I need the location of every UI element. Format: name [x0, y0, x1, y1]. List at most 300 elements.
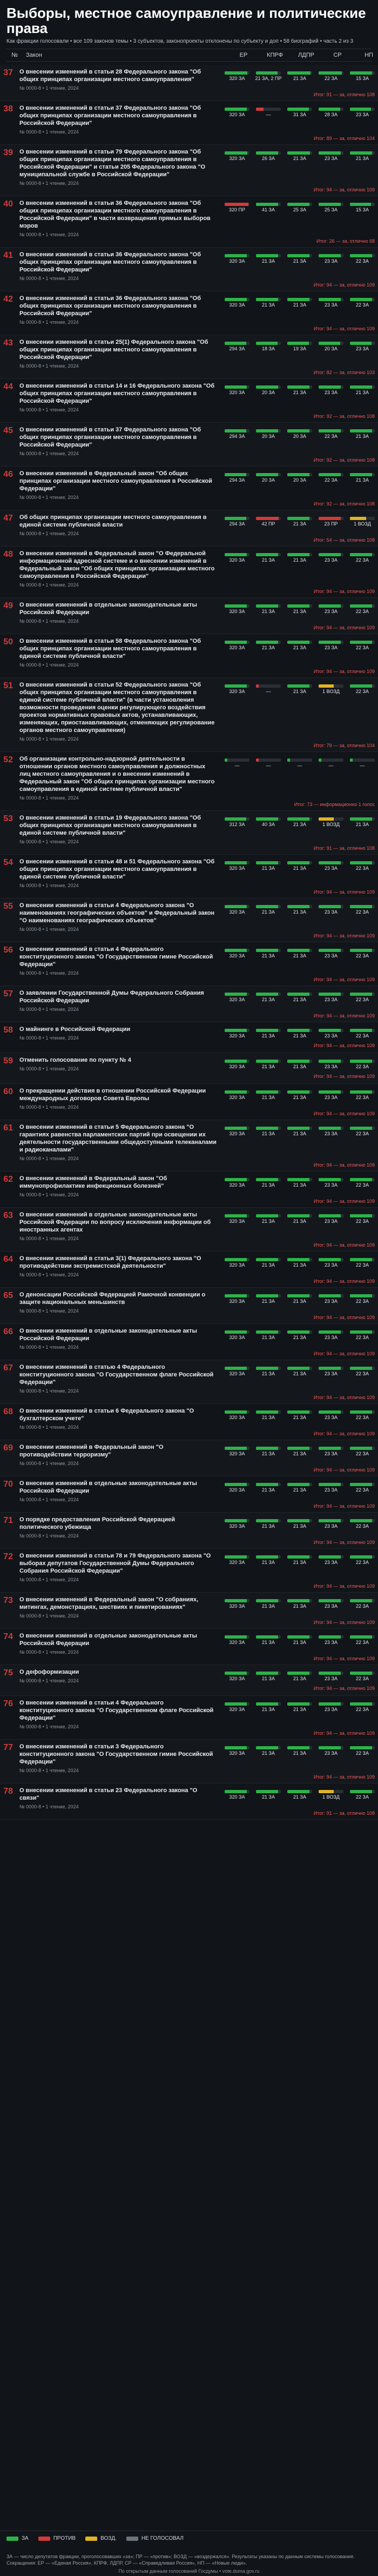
vote-kprf [253, 338, 284, 352]
vote-bar-sr [319, 1090, 343, 1094]
vote-label-ldpr: 21 ЗА [293, 1182, 306, 1188]
vote-bar-kprf [256, 473, 281, 476]
vote-label-ldpr: 21 ЗА [293, 76, 306, 81]
law-result-note: Итог: 94 — за, отлично 109 [313, 1540, 375, 1545]
vote-sr [315, 1552, 347, 1566]
law-meta: № 0000-8 • 1 чтение, 2024 [19, 495, 79, 500]
column-law: Закон [26, 52, 42, 58]
vote-fill-kprf [256, 1367, 278, 1370]
law-row[interactable] [0, 898, 378, 942]
vote-bar-np [350, 1447, 375, 1450]
vote-label-er: 320 ЗА [229, 1095, 245, 1100]
vote-np [347, 1552, 378, 1566]
law-title[interactable]: О внесении изменений в статьи 23 Федерального закона "О связи" [19, 1787, 198, 1801]
law-title[interactable]: О порядке предоставления Российской Федерацией политического убежища [19, 1516, 176, 1530]
law-row[interactable] [0, 65, 378, 101]
vote-bar-kprf [256, 254, 281, 257]
vote-er [221, 989, 253, 1003]
law-title[interactable]: О внесении изменений в Федеральный закон "О Федеральной информационной адресной системе и о внесении изменений в Федеральный закон "Об общих принципах организации местного самоуправления в Российской Федерации" [19, 550, 215, 580]
law-row[interactable] [0, 1440, 378, 1476]
law-cell [16, 199, 221, 237]
vote-label-sr: 23 ЗА [325, 1182, 338, 1188]
vote-fill-np [350, 949, 372, 952]
vote-kprf [253, 858, 284, 872]
vote-label-er: 320 ЗА [229, 1794, 245, 1800]
law-meta: № 0000-8 • 1 чтение, 2024 [19, 181, 79, 186]
vote-sr [315, 814, 347, 828]
law-title[interactable]: О заявлении Государственной Думы Федерального Собрания Российской Федерации [19, 990, 204, 1004]
vote-label-np: 21 ЗА [356, 822, 369, 827]
law-meta: № 0000-8 • 1 чтение, 2024 [19, 1577, 79, 1582]
vote-bar-ldpr [287, 203, 312, 206]
vote-label-er: 320 ЗА [229, 1707, 245, 1712]
vote-bar-er [225, 1746, 249, 1749]
law-cell [16, 601, 221, 624]
law-title[interactable]: О внесении изменений в статьи 52 Федерального закона "Об общих принципах организации местного самоуправления в единой системе публичной власти" (в части установления возможности проведения оценки регулирующего воздействия проектов нормативных правовых актов, устанавливающих, изменяющих, приостанавливающих, отменяющих регулирование органов местного самоуправления) [19, 682, 215, 734]
law-row[interactable] [0, 291, 378, 335]
vote-np [347, 814, 378, 828]
law-row[interactable] [0, 1324, 378, 1360]
vote-label-np: 22 ЗА [356, 258, 369, 264]
vote-label-er: 320 ЗА [229, 557, 245, 563]
vote-bar-np [350, 429, 375, 432]
law-row[interactable] [0, 1783, 378, 1820]
vote-label-np: 22 ЗА [356, 1560, 369, 1565]
vote-fill-kprf [256, 861, 278, 864]
vote-label-er: 294 ЗА [229, 521, 245, 527]
law-row[interactable] [0, 101, 378, 145]
vote-ldpr [284, 946, 315, 960]
law-row[interactable] [0, 1549, 378, 1593]
vote-fill-sr [319, 1410, 341, 1414]
vote-fill-kprf [256, 993, 278, 996]
vote-fill-ldpr [287, 553, 309, 556]
law-title[interactable]: О внесении изменений в статьи 19 Федерального закона "Об общих принципах организации местного самоуправления в единой системе публичной власти" [19, 815, 201, 836]
law-number: 49 [3, 601, 13, 610]
vote-fill-ldpr [287, 905, 309, 908]
law-row[interactable] [0, 1360, 378, 1404]
vote-kprf [253, 1596, 284, 1610]
law-title[interactable]: О прекращении действия в отношении Российской Федерации международных договоров Совета Европы [19, 1088, 206, 1102]
vote-label-np: 21 ЗА [356, 434, 369, 439]
vote-kprf [253, 1026, 284, 1040]
law-row[interactable] [0, 1513, 378, 1549]
vote-bar-sr [319, 108, 343, 111]
vote-label-np: — [360, 763, 365, 768]
law-row[interactable] [0, 1476, 378, 1513]
law-title[interactable]: О майнинге в Российской Федерации [19, 1026, 131, 1033]
vote-np [347, 104, 378, 118]
vote-fill-kprf [256, 1702, 278, 1706]
vote-kprf [253, 1327, 284, 1341]
law-number: 75 [3, 1668, 13, 1678]
vote-bar-np [350, 1635, 375, 1639]
vote-bar-ldpr [287, 1090, 312, 1094]
law-title[interactable]: О внесении изменений в отдельные законодательные акты Российской Федерации [19, 1328, 197, 1342]
law-title[interactable]: О внесении изменений в отдельные законодательные акты Российской Федерации [19, 1480, 197, 1494]
vote-sr [315, 1327, 347, 1341]
vote-fill-ldpr [287, 429, 309, 432]
law-title[interactable]: О внесении изменений в статьи 28 Федерального закона "Об общих принципах организации местного самоуправления" [19, 69, 201, 83]
law-row[interactable] [0, 1022, 378, 1053]
law-row[interactable] [0, 678, 378, 752]
law-row[interactable] [0, 942, 378, 986]
vote-fill-sr [319, 108, 340, 111]
vote-np [347, 1056, 378, 1070]
law-cell [16, 1632, 221, 1655]
vote-label-ldpr: 21 ЗА [293, 953, 306, 958]
vote-fill-er [225, 1258, 247, 1261]
vote-sr [315, 550, 347, 564]
law-cell [16, 1516, 221, 1539]
vote-fill-kprf [256, 342, 278, 345]
vote-fill-kprf [256, 1294, 278, 1297]
vote-er [221, 1516, 253, 1530]
vote-sr [315, 426, 347, 440]
vote-fill-sr [319, 151, 341, 155]
law-row[interactable] [0, 1084, 378, 1120]
law-row[interactable] [0, 1665, 378, 1696]
law-number: 57 [3, 989, 13, 999]
column-np: НП [364, 52, 373, 58]
vote-bar-ldpr [287, 1258, 312, 1261]
vote-bar-er [225, 151, 249, 155]
law-title[interactable]: О внесении изменений в статьи 37 Федерального закона "Об общих принципах организации местного самоуправления в Российской Федерации" [19, 105, 201, 127]
vote-bar-er [225, 385, 249, 389]
law-row[interactable] [0, 423, 378, 467]
vote-fill-ldpr [287, 1127, 309, 1130]
vote-fill-kprf [256, 817, 278, 821]
vote-label-er: 320 ЗА [229, 909, 245, 915]
vote-fill-np [350, 1672, 372, 1675]
vote-kprf [253, 382, 284, 396]
law-row[interactable] [0, 598, 378, 634]
law-title[interactable]: О внесении изменений в статьи 36 Федерального закона "Об общих принципах организации местного самоуправления в Российской Федерации" [19, 295, 201, 317]
law-cell [16, 946, 221, 976]
vote-label-sr: 23 ЗА [325, 1335, 338, 1340]
vote-bar-np [350, 905, 375, 908]
law-title[interactable]: Об общих принципах организации местного самоуправления в единой системе публичной власти [19, 514, 207, 528]
law-title[interactable]: О внесении изменений в Федеральный закон "О противодействии терроризму" [19, 1444, 164, 1458]
vote-bar-er [225, 817, 249, 821]
vote-label-sr: 23 ЗА [325, 1299, 338, 1304]
vote-bar-kprf [256, 1090, 281, 1094]
vote-label-er: 320 ПР [229, 207, 245, 212]
vote-bar-kprf [256, 1258, 281, 1261]
vote-fill-kprf [256, 298, 278, 301]
law-row[interactable] [0, 379, 378, 423]
vote-er [221, 1443, 253, 1457]
law-row[interactable] [0, 1120, 378, 1171]
vote-np [347, 338, 378, 352]
law-cell [16, 1480, 221, 1502]
vote-label-er: 320 ЗА [229, 1299, 245, 1304]
vote-sr [315, 637, 347, 651]
law-title[interactable]: О внесении изменений в Федеральный закон "Об иммунопрофилактике инфекционных болезней" [19, 1175, 167, 1189]
vote-ldpr [284, 550, 315, 564]
law-result-note: Итог: 94 — за, отлично 109 [313, 1431, 375, 1436]
vote-sr [315, 1787, 347, 1801]
vote-np [347, 1255, 378, 1269]
vote-fill-ldpr [287, 1555, 309, 1559]
vote-fill-ldpr [287, 71, 310, 75]
vote-fill-er [225, 641, 247, 644]
law-row[interactable] [0, 196, 378, 248]
law-row[interactable] [0, 248, 378, 291]
vote-label-np: 22 ЗА [356, 1371, 369, 1376]
law-title[interactable]: О внесении изменений в отдельные законодательные акты Российской Федерации [19, 602, 197, 616]
law-title[interactable]: О внесении изменений в статьи 14 и 16 Федерального закона "Об общих принципах организации местного самоуправления в Российской Федерации" [19, 383, 215, 404]
vote-bar-kprf [256, 71, 281, 75]
law-row[interactable] [0, 1696, 378, 1740]
vote-ldpr [284, 902, 315, 916]
law-meta: № 0000-8 • 1 чтение, 2024 [19, 1236, 79, 1241]
vote-fill-ldpr [287, 473, 309, 476]
law-title[interactable]: О внесении изменений в статьи 79 Федерального закона "Об общих принципах организации местного самоуправления в Российской Федерации" и статьи 205 Федерального закона "О муниципальной службе в Российской Федерации" [19, 149, 206, 178]
vote-label-kprf: 21 ЗА [262, 1371, 275, 1376]
vote-bar-np [350, 861, 375, 864]
law-row[interactable] [0, 510, 378, 547]
law-title[interactable]: О внесении изменений в статьи 58 Федерального закона "Об общих принципах организации местного самоуправления в единой системе публичной власти" [19, 638, 201, 660]
law-title[interactable]: О внесении изменений в статьи 25(1) Федерального закона "Об общих принципах организации местного самоуправления в Российской Федерации" [19, 339, 208, 361]
vote-ldpr [284, 1363, 315, 1377]
law-row[interactable] [0, 811, 378, 855]
vote-label-ldpr: 25 ЗА [293, 207, 306, 212]
vote-label-er: 294 ЗА [229, 477, 245, 483]
law-result-note: Итог: 92 — за, отлично 108 [313, 457, 375, 463]
law-result-note: Итог: 91 — за, отлично 108 [313, 1810, 375, 1816]
vote-label-ldpr: 21 ЗА [293, 302, 306, 308]
law-number: 64 [3, 1255, 13, 1264]
law-cell [16, 1699, 221, 1729]
law-meta: № 0000-8 • 1 чтение, 2024 [19, 276, 79, 281]
law-row[interactable] [0, 1740, 378, 1783]
vote-label-ldpr: 21 ЗА [293, 645, 306, 650]
law-row[interactable] [0, 467, 378, 510]
vote-fill-sr [319, 1367, 341, 1370]
law-title[interactable]: О внесении изменений в статьи 36 Федерального закона "Об общих принципах организации местного самоуправления в Российской Федерации" [19, 251, 201, 273]
vote-np [347, 1327, 378, 1341]
vote-fill-kprf [256, 108, 264, 111]
law-row[interactable] [0, 1252, 378, 1288]
vote-label-er: 294 ЗА [229, 346, 245, 351]
vote-bar-ldpr [287, 429, 312, 432]
law-title[interactable]: О внесении изменений в статьи 4 Федерального закона "О наименованиях географических объектов" и Федеральный закон "О наименованиях географических объектов" [19, 902, 215, 924]
law-title[interactable]: О внесении изменений в отдельные законодательные акты Российской Федерации по вопросу исключения информации об иностранных агентах [19, 1212, 211, 1233]
law-number: 78 [3, 1787, 13, 1796]
law-title[interactable]: О внесении изменений в статьи 36 Федерального закона "Об общих принципах организации местного самоуправления в Российской Федерации" в части возвращения прямых выборов мэров [19, 200, 211, 229]
vote-ldpr [284, 1026, 315, 1040]
law-meta: № 0000-8 • 1 чтение, 2024 [19, 883, 79, 888]
vote-bar-sr [319, 758, 343, 762]
law-row[interactable] [0, 986, 378, 1022]
vote-fill-np [350, 641, 372, 644]
vote-fill-kprf [256, 1790, 278, 1793]
vote-fill-np [350, 553, 372, 556]
vote-sr [315, 1668, 347, 1682]
law-title[interactable]: О внесении изменений в статьи 3 Федерального конституционного закона "О Государственном гимне Российской Федерации" [19, 1743, 213, 1765]
law-title[interactable]: О дефоформизации [19, 1669, 79, 1675]
vote-label-er: 320 ЗА [229, 645, 245, 650]
law-title[interactable]: О внесении изменений в Федеральный закон "О собраниях, митингах, демонстрациях, шествиях и пикетированиях" [19, 1596, 199, 1610]
law-meta: № 0000-8 • 1 чтение, 2024 [19, 1156, 79, 1161]
vote-np [347, 295, 378, 309]
law-title[interactable]: О внесении изменений в статьи 4 Федерального конституционного закона "О Государственном флаге Российской Федерации" [19, 1700, 214, 1721]
law-row[interactable] [0, 1053, 378, 1084]
vote-kprf [253, 1056, 284, 1070]
vote-ldpr [284, 601, 315, 615]
vote-fill-sr [319, 473, 341, 476]
vote-fill-sr [319, 1447, 341, 1450]
vote-bar-kprf [256, 151, 281, 155]
vote-label-sr: 23 ЗА [325, 609, 338, 614]
vote-ldpr [284, 1123, 315, 1137]
vote-bar-kprf [256, 1330, 281, 1334]
vote-bar-sr [319, 429, 343, 432]
law-title[interactable]: Отменить голосование по пункту № 4 [19, 1057, 131, 1063]
vote-fill-ldpr [287, 993, 309, 996]
vote-fill-er [225, 905, 247, 908]
law-row[interactable] [0, 335, 378, 379]
vote-label-np: 22 ЗА [356, 1750, 369, 1756]
law-row[interactable] [0, 1629, 378, 1665]
law-row[interactable] [0, 145, 378, 196]
vote-bar-sr [319, 1294, 343, 1297]
law-meta: № 0000-8 • 1 чтение, 2024 [19, 129, 79, 135]
law-title[interactable]: О внесении изменений в Федеральный закон "Об общих принципах организации местного самоуправления в Российской Федерации" [19, 470, 212, 492]
vote-fill-ldpr [287, 1635, 309, 1639]
vote-label-kprf: 21 ЗА [262, 1451, 275, 1456]
vote-label-kprf: 21 ЗА [262, 866, 275, 871]
law-row[interactable] [0, 1208, 378, 1252]
vote-fill-ldpr [287, 861, 309, 864]
vote-fill-np [350, 1258, 372, 1261]
law-number: 45 [3, 426, 13, 435]
vote-fill-sr [319, 1090, 341, 1094]
vote-er [221, 1026, 253, 1040]
vote-fill-kprf [256, 473, 278, 476]
vote-fill-ldpr [287, 817, 309, 821]
law-row[interactable] [0, 1404, 378, 1440]
vote-kprf [253, 68, 284, 82]
law-result-note: Итог: 94 — за, отлично 109 [313, 1242, 375, 1248]
vote-kprf [253, 148, 284, 162]
law-title[interactable]: Об организации контрольно-надзорной деятельности в отношении органов местного самоуправления и должностных лиц местного самоуправления и о внесении изменений в Федеральный закон "Об общих принципах организации местного самоуправления в единой системе публичной власти" [19, 756, 215, 793]
vote-bar-sr [319, 203, 343, 206]
vote-kprf [253, 1087, 284, 1101]
vote-label-kprf: 21 ЗА [262, 909, 275, 915]
law-row[interactable] [0, 634, 378, 678]
vote-label-sr: 23 ЗА [325, 1487, 338, 1493]
vote-sr [315, 1087, 347, 1101]
vote-fill-er [225, 1367, 247, 1370]
law-title[interactable]: О внесении изменений в статьи 4 Федерального конституционного закона "О Государственном гимне Российской Федерации" [19, 946, 213, 968]
vote-sr [315, 199, 347, 214]
vote-fill-sr [319, 203, 341, 206]
law-result-note: Итог: 94 — за, отлично 109 [313, 589, 375, 594]
law-meta: № 0000-8 • 1 чтение, 2024 [19, 1768, 79, 1773]
vote-np [347, 946, 378, 960]
law-title[interactable]: О внесении изменений в статьи 37 Федерального закона "Об общих принципах организации местного самоуправления в Российской Федерации" [19, 427, 201, 448]
vote-label-np: 22 ЗА [356, 645, 369, 650]
vote-bar-sr [319, 949, 343, 952]
law-cell [16, 1787, 221, 1809]
law-title[interactable]: О внесении изменений в статьи 78 и 79 Федерального закона "О выборах депутатов Государственной Думы Федерального Собрания Российской Федерации" [19, 1553, 211, 1574]
vote-fill-ldpr [287, 108, 309, 111]
vote-np [347, 251, 378, 265]
vote-fill-sr [319, 429, 341, 432]
law-meta: № 0000-8 • 1 чтение, 2024 [19, 1104, 79, 1110]
vote-fill-ldpr [287, 758, 290, 762]
vote-kprf [253, 1291, 284, 1305]
law-title[interactable]: О денонсации Российской Федерацией Рамочной конвенции о защите национальных меньшинств [19, 1292, 206, 1306]
legend-abstain-swatch [85, 2537, 97, 2541]
vote-bar-er [225, 1635, 249, 1639]
law-cell [16, 1291, 221, 1314]
vote-bar-er [225, 1702, 249, 1706]
law-title[interactable]: О внесении изменений в статьи 3(1) Федерального закона "О противодействии экстремистской деятельности" [19, 1255, 201, 1269]
vote-bar-sr [319, 473, 343, 476]
vote-fill-sr [319, 553, 341, 556]
law-number: 66 [3, 1327, 13, 1336]
vote-np [347, 1668, 378, 1682]
vote-fill-er [225, 1330, 247, 1334]
vote-fill-sr [319, 993, 341, 996]
law-title[interactable]: О внесении изменений в статьи 5 Федерального закона "О гарантиях равенства парламентских партий при освещении их деятельности государственными общедоступными телеканалами и радиоканалами" [19, 1124, 217, 1153]
vote-label-np: 15 ЗА [356, 207, 369, 212]
law-row[interactable] [0, 1288, 378, 1324]
vote-ldpr [284, 382, 315, 396]
vote-er [221, 1596, 253, 1610]
vote-fill-np [350, 1702, 372, 1706]
vote-fill-er [225, 1029, 247, 1032]
vote-bar-np [350, 1702, 375, 1706]
law-number: 62 [3, 1175, 13, 1184]
law-title[interactable]: О внесении изменений в отдельные законодательные акты Российской Федерации [19, 1633, 197, 1647]
vote-er [221, 550, 253, 564]
law-title[interactable]: О внесении изменений в статьи 6 Федерального закона "О бухгалтерском учете" [19, 1408, 194, 1422]
vote-fill-er [225, 684, 247, 688]
vote-bar-kprf [256, 1178, 281, 1181]
law-row[interactable] [0, 1171, 378, 1208]
vote-np [347, 858, 378, 872]
vote-er [221, 1291, 253, 1305]
vote-label-sr: 23 ЗА [325, 1371, 338, 1376]
law-title[interactable]: О внесении изменений в статьи 48 и 51 Федерального закона "Об общих принципах организации местного самоуправления в единой системе публичной власти" [19, 858, 215, 880]
vote-er [221, 148, 253, 162]
vote-label-np: 22 ЗА [356, 1299, 369, 1304]
vote-fill-np [350, 71, 372, 75]
law-result-note: Итог: 54 — за, отлично 108 [313, 537, 375, 543]
vote-bar-kprf [256, 684, 281, 688]
law-result-note: Итог: 94 — за, отлично 109 [313, 1620, 375, 1625]
vote-label-er: 294 ЗА [229, 434, 245, 439]
vote-er [221, 1668, 253, 1682]
law-row[interactable] [0, 855, 378, 898]
law-title[interactable]: О внесении изменений в статью 4 Федерального конституционного закона "О Государственном флаге Российской Федерации" [19, 1364, 214, 1386]
vote-ldpr [284, 1552, 315, 1566]
vote-label-er: — [234, 763, 240, 768]
vote-fill-er [225, 817, 246, 821]
law-row[interactable] [0, 547, 378, 598]
vote-er [221, 338, 253, 352]
law-number: 70 [3, 1480, 13, 1489]
vote-bar-sr [319, 604, 343, 608]
law-row[interactable] [0, 1593, 378, 1629]
vote-bar-np [350, 108, 375, 111]
law-meta: № 0000-8 • 1 чтение, 2024 [19, 736, 79, 742]
law-row[interactable] [0, 752, 378, 811]
